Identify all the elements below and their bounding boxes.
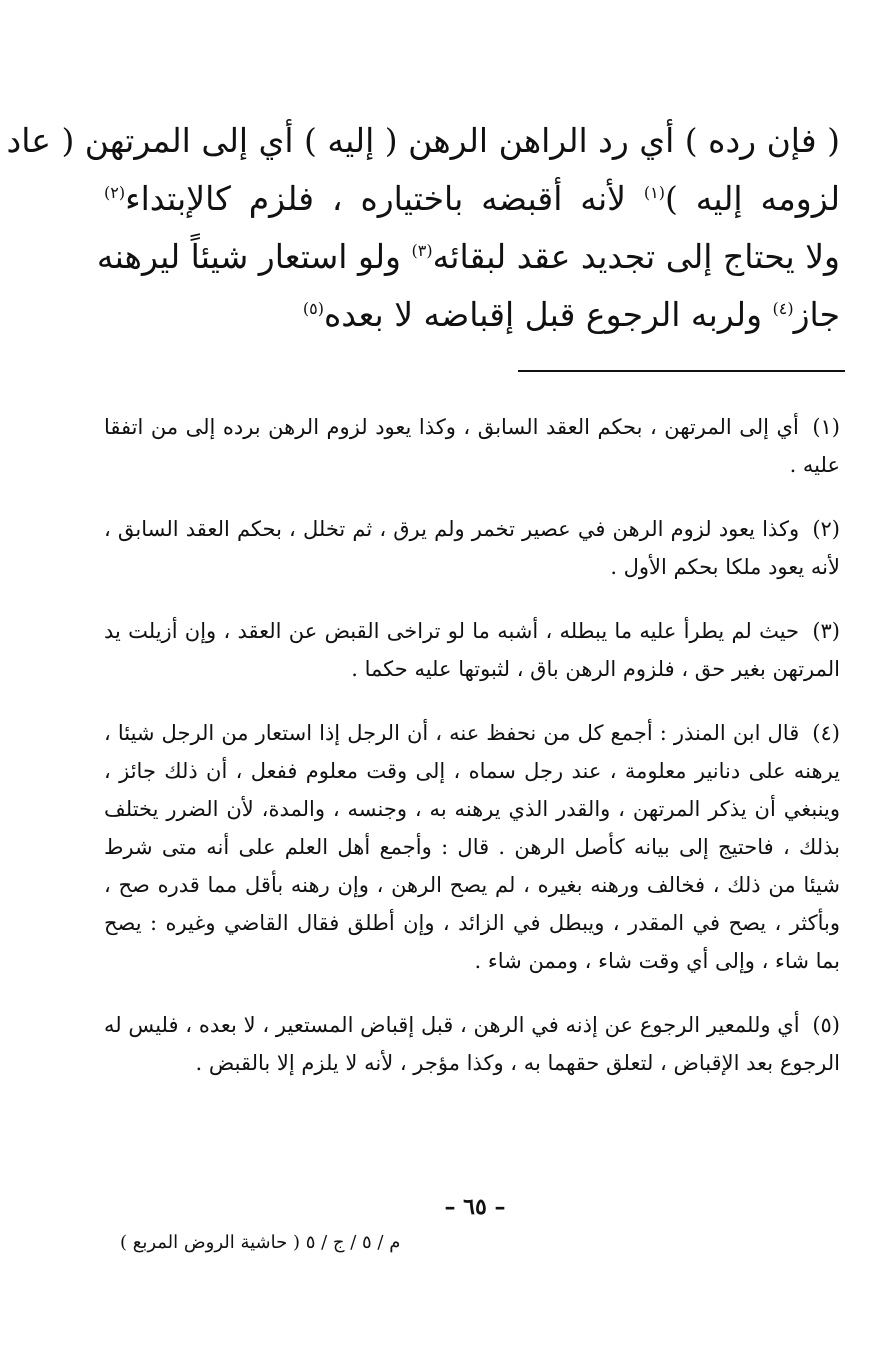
footnote-text: وكذا يعود لزوم الرهن في عصير تخمر ولم يرق ، ثم تخلل ، بحكم العقد السابق ، لأنه يعود ملكا بحكم الأول . (104, 517, 840, 579)
main-line-3-start: ولا يحتاج إلى تجديد عقد لبقائه (432, 237, 840, 276)
footnote-1 (104, 408, 840, 484)
footnote-number: (٢) (812, 517, 840, 541)
main-line-3 (96, 228, 840, 286)
signature-text: م / ٥ / ج / ٥ ( حاشية الروض المربع ) (120, 1232, 401, 1253)
footnote-2 (104, 510, 840, 586)
main-line-3-rest: ولو استعار شيئاً ليرهنه (96, 237, 401, 276)
main-line-2-rest: لأنه أقبضه باختياره ، فلزم كالإبتداء (125, 179, 626, 218)
main-text (6, 112, 841, 344)
page-number: – ٦٥ – (444, 1194, 506, 1220)
footnotes-section (104, 408, 840, 1108)
footnote-4 (104, 714, 840, 980)
footnote-ref-2: (٢) (104, 183, 126, 202)
main-line-4-start: جاز (793, 295, 840, 334)
footnote-5 (104, 1006, 840, 1082)
footnote-number: (١) (812, 415, 840, 439)
footnote-text: حيث لم يطرأ عليه ما يبطله ، أشبه ما لو تراخى القبض عن العقد ، وإن أزيلت يد المرتهن بغير حق ، فلزوم الرهن باق ، لثبوتها عليه حكما . (104, 619, 840, 681)
main-line-2-start: لزومه إليه ) (664, 179, 841, 218)
main-line-1: ( فإن رده ) أي رد الراهن الرهن ( إليه ) أي إلى المرتهن ( عاد (6, 121, 840, 160)
footnote-text: أي إلى المرتهن ، بحكم العقد السابق ، وكذا يعود لزوم الرهن برده إلى من اتفقا عليه . (104, 415, 840, 477)
main-line-2 (104, 170, 840, 228)
footnote-text: أي وللمعير الرجوع عن إذنه في الرهن ، قبل إقباض المستعير ، لا بعده ، فليس له الرجوع بعد الإقباض ، لتعلق حقهما به ، وكذا مؤجر ، لأنه لا يلزم إلا بالقبض . (104, 1013, 840, 1075)
footnote-ref-4: (٤) (772, 299, 794, 318)
footnote-number: (٣) (812, 619, 840, 643)
signature-line (120, 1232, 440, 1253)
footnote-ref-1: (١) (643, 183, 665, 202)
main-line-4-rest: ولربه الرجوع قبل إقباضه لا بعده (323, 295, 763, 334)
footnote-3 (104, 612, 840, 688)
main-line-4 (104, 286, 840, 344)
footnote-ref-5: (٥) (302, 299, 324, 318)
footnote-ref-3: (٣) (411, 241, 433, 260)
footnote-number: (٥) (812, 1013, 840, 1037)
footnote-text: قال ابن المنذر : أجمع كل من نحفظ عنه ، أن الرجل إذا استعار من الرجل شيئا ، يرهنه على دنانير معلومة ، عند رجل سماه ، إلى وقت معلوم ففعل ، أن ذلك جائز ، وينبغي أن يذكر المرتهن ، والقدر الذي يرهنه به ، وجنسه ، والمدة، لأن الضرر يختلف بذلك ، فاحتيج إلى بيانه كأصل الرهن . قال : وأجمع أهل العلم على أنه متى شرط شيئا من ذلك ، فخالف ورهنه بغيره ، لم يصح الرهن ، وإن رهنه بأقل مما قدره صح ، وبأكثر ، يصح في المقدر ، ويبطل في الزائد ، وإن أطلق فقال القاضي وغيره : يصح بما شاء ، وإلى أي وقت شاء ، وممن شاء . (104, 721, 840, 973)
footnote-number: (٤) (812, 721, 840, 745)
footnote-divider (518, 370, 845, 372)
